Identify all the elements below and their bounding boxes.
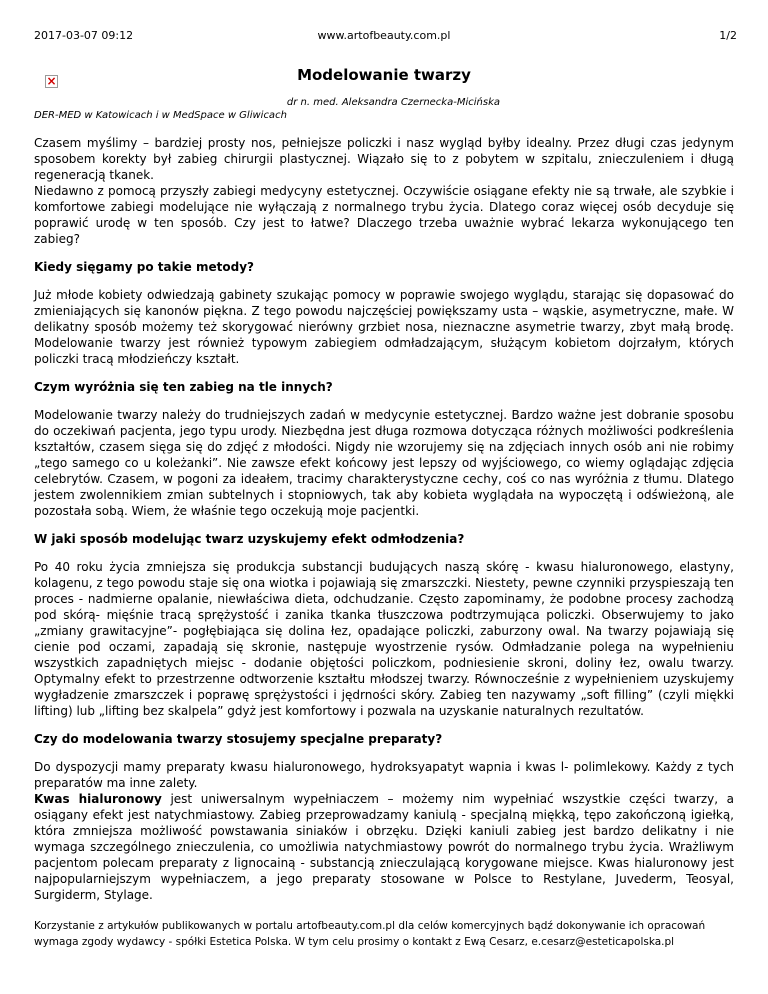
article-author: dr n. med. Aleksandra Czernecka-Micińska — [286, 97, 500, 108]
term-highlight: Kwas hialuronowy — [34, 792, 162, 806]
section-text: Po 40 roku życia zmniejsza się produkcja substancji budujących naszą skórę - kwasu hialuronowego, elastyny, kolagenu, z tego powodu staje się ona wiotka i pojawiają się zmarszczki. Niestety, pewne czynniki przyspieszają ten proces - nadmierne opalanie, niewłaściwa dieta, odchudzanie. Często zapominamy, że podobne procesy zachodzą pod skórą- mięśnie tracą sprężystość i zanika tkanka tłuszczowa podtrzymująca policzki. Obserwujemy to jako „zmiany grawitacyjne”- pogłębiająca się dolina łez, opadające policzki, zaburzony owal. Na twarzy pojawiają się cienie pod oczami, zapadają się skronie, następuje wyostrzenie rysów. Odmładzanie polega na wypełnieniu wszystkich zapadniętych miejsc - dodanie objętości policzkom, podniesienie skroni, doliny łez, owalu twarzy. Optymalny efekt to przestrzenne odtworzenie kształtu młodszej twarzy. Równocześnie z wypełnieniem uzyskujemy wygładzenie zmarszczek i poprawę sprężystości i jędrności skóry. Zabieg ten nazywamy „soft filling” (czyli miękki lifting) lub „lifting bez skalpela” gdyż jest komfortowy i pozwala na uzyskanie naturalnych rezultatów. — [34, 560, 734, 718]
section-text: Modelowanie twarzy należy do trudniejszych zadań w medycynie estetycznej. Bardzo ważne jest dobranie sposobu do oczekiwań pacjenta, jego typu urody. Niezbędna jest długa rozmowa dotycząca różnych możliwości podkreślenia kształtów, czasem sięga się do zdjęć z młodości. Nigdy nie wzorujemy się na zdjęciach innych osób ani nie robimy „tego samego co u koleżanki”. Nie zawsze efekt końcowy jest lepszy od wyjściowego, co wiemy oglądając zdjęcia celebrytów. Czasem, w pogoni za ideałem, tracimy charakterystyczne cechy, coś co nas wyróżnia z tłumu. Dlatego jestem zwolennikiem zmian subtelnych i stopniowych, tak aby kobieta wyglądała na wypoczętą i odświeżoną, ale pozostała sobą. Wiem, że właśnie tego oczekują moje pacjentki. — [34, 408, 734, 518]
article-body — [34, 135, 734, 903]
term-paragraph — [34, 791, 734, 903]
site-url: www.artofbeauty.com.pl — [317, 29, 451, 42]
section-heading: Czym wyróżnia się ten zabieg na tle innych? — [34, 380, 333, 394]
intro-paragraph: Czasem myślimy – bardziej prosty nos, pełniejsze policzki i nasz wygląd byłby idealny. Przez długi czas jedynym sposobem korekty był zabieg chirurgii plastycznej. Wiązało się to z pobytem w szpitalu, znieczuleniem i długą regeneracją tkanek. — [34, 136, 734, 182]
page-number: 1/2 — [719, 29, 737, 42]
section-heading: Czy do modelowania twarzy stosujemy specjalne preparaty? — [34, 732, 443, 746]
intro-paragraph: Niedawno z pomocą przyszły zabiegi medycyny estetycznej. Oczywiście osiągane efekty nie są trwałe, ale szybkie i komfortowe zabiegi modelujące nie wyłączają z normalnego trybu życia. Dlatego coraz więcej osób decyduje się poprawić urodę w ten sposób. Czy jest to łatwe? Dlaczego trzeba uważnie wybrać lekarza wykonującego ten zabieg? — [34, 184, 734, 246]
copyright-notice: Korzystanie z artykułów publikowanych w portalu artofbeauty.com.pl dla celów komercyjnych bądź dokonywanie ich opracowań wymaga zgody wydawcy - spółki Estetica Polska. W tym celu prosimy o kontakt z Ewą Cesarz, e.cesarz@esteticapolska.pl — [34, 918, 744, 950]
section-heading: Kiedy sięgamy po takie metody? — [34, 260, 254, 274]
print-datetime: 2017-03-07 09:12 — [34, 29, 134, 42]
article-title: Modelowanie twarzy — [297, 66, 471, 84]
author-affiliation: DER-MED w Katowicach i w MedSpace w Gliwicach — [34, 110, 287, 121]
section-heading: W jaki sposób modelując twarz uzyskujemy efekt odmłodzenia? — [34, 532, 465, 546]
term-text: jest uniwersalnym wypełniaczem – możemy nim wypełniać wszystkie części twarzy, a osiągany efekt jest natychmiastowy. Zabieg przeprowadzamy kaniulą - specjalną miękką, tępo zakończoną igiełką, która zmniejsza możliwość powstawania siniaków i obrzęku. Dzięki kaniuli zabieg jest bardzo delikatny i nie wymaga szczególnego znieczulenia, co umożliwia natychmiastowy powrót do normalnego trybu życia. Wrażliwym pacjentom polecam preparaty z lignocainą - substancją znieczulającą korygowane miejsce. Kwas hialuronowy jest najpopularniejszym wypełniaczem, a jego preparaty stosowane w Polsce to Restylane, Juvederm, Teosyal, Surgiderm, Stylage. — [34, 792, 734, 902]
section-text: Już młode kobiety odwiedzają gabinety szukając pomocy w poprawie swojego wyglądu, starając się dopasować do zmieniających się kanonów piękna. Z tego powodu najczęściej powiększamy usta – wąskie, asymetryczne, małe. W delikatny sposób możemy też skorygować nierówny grzbiet nosa, nieznaczne asymetrie twarzy, zbyt małą brodę. Modelowanie twarzy jest również typowym zabiegiem odmładzającym, służącym kobietom dojrzałym, których policzki tracą młodzieńczy kształt. — [34, 288, 734, 366]
section-text: Do dyspozycji mamy preparaty kwasu hialuronowego, hydroksyapatyt wapnia i kwas l- polimlekowy. Każdy z tych preparatów ma inne zalety. — [34, 760, 734, 790]
